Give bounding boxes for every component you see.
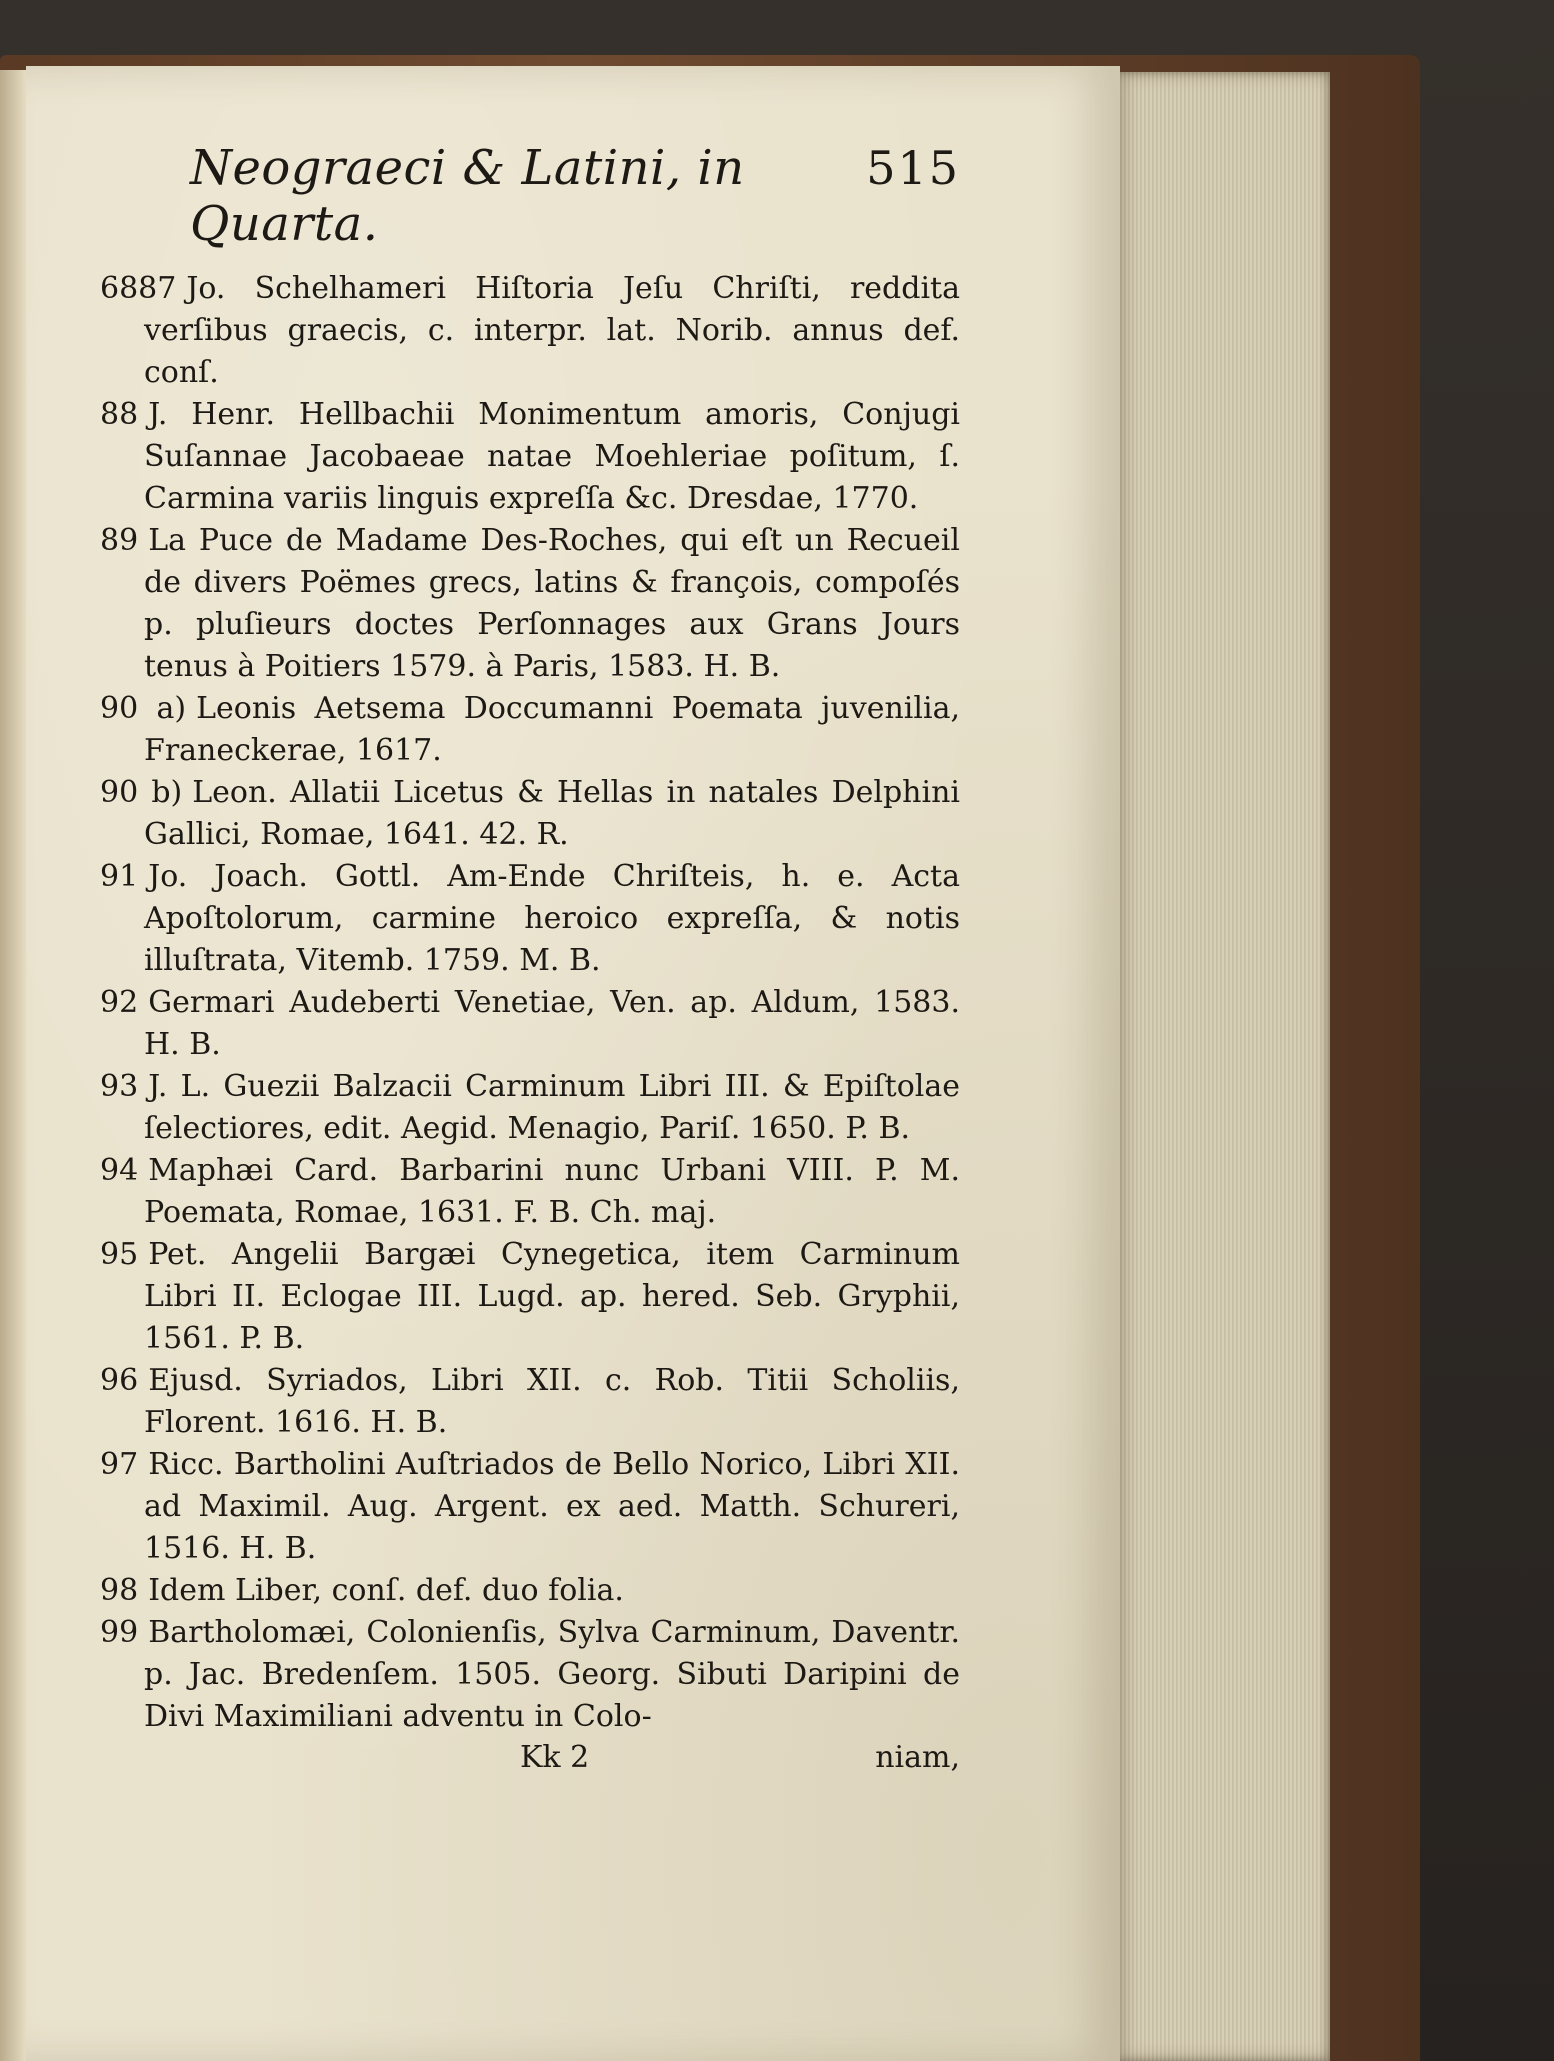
catalog-entry (100, 1234, 960, 1360)
entry-number: 91 (100, 859, 139, 894)
entry-text: Pet. Angelii Bargæi Cynegetica, item Carminum Libri II. Eclogae III. Lugd. ap. hered. Seb. Gryphii, 1561. P. B. (144, 1237, 960, 1356)
page-number: 515 (866, 141, 960, 195)
running-head-title: Neograeci & Latini, in Quarta. (190, 140, 745, 252)
entry-number: 98 (100, 1573, 139, 1608)
entry-text: Idem Liber, conſ. def. duo folia. (148, 1573, 624, 1608)
catalog-entry (100, 856, 960, 982)
catalog-entry (100, 268, 960, 394)
catalog-entry (100, 1570, 960, 1612)
catalog-entry (100, 1066, 960, 1150)
entry-text: Germari Audeberti Venetiae, Ven. ap. Aldum, 1583. H. B. (144, 985, 960, 1062)
catalog-entry (100, 1444, 960, 1570)
entry-number: 90 a) (100, 691, 187, 726)
running-head (190, 140, 960, 252)
entry-text: Jo. Schelhameri Hiſtoria Jeſu Chriſti, reddita verſibus graecis, c. interpr. lat. Norib. annus def. conſ. (144, 271, 960, 390)
entry-number: 97 (100, 1447, 139, 1482)
catalog-entries (100, 268, 960, 1738)
entry-text: La Puce de Madame Des-Roches, qui eſt un Recueil de divers Poëmes grecs, latins & françois, compoſés p. pluſieurs doctes Perſonnages aux Grans Jours tenus à Poitiers 1579. à Paris, 1583. H. B. (144, 523, 960, 684)
entry-text: Leonis Aetsema Doccumanni Poemata juvenilia, Franeckerae, 1617. (144, 691, 960, 768)
entry-text: J. L. Guezii Balzacii Carminum Libri III. & Epiſtolae ſelectiores, edit. Aegid. Menagio, Pariſ. 1650. P. B. (144, 1069, 960, 1146)
entry-text: Ricc. Bartholini Auſtriados de Bello Norico, Libri XII. ad Maximil. Aug. Argent. ex aed. Matth. Schureri, 1516. H. B. (144, 1447, 960, 1566)
entry-text: J. Henr. Hellbachii Monimentum amoris, Conjugi Suſannae Jacobaeae natae Moehleriae poſitum, ſ. Carmina variis linguis expreſſa &c. Dresdae, 1770. (144, 397, 960, 516)
catalog-entry (100, 394, 960, 520)
entry-text: Leon. Allatii Licetus & Hellas in natales Delphini Gallici, Romae, 1641. 42. R. (144, 775, 961, 852)
catalog-entry (100, 1360, 960, 1444)
catchword: niam, (875, 1740, 960, 1775)
page-text (100, 140, 960, 1778)
catalog-entry (100, 772, 960, 856)
entry-text: Ejusd. Syriados, Libri XII. c. Rob. Titii Scholiis, Florent. 1616. H. B. (144, 1363, 960, 1440)
entry-number: 96 (100, 1363, 139, 1398)
entry-number: 88 (100, 397, 139, 432)
entry-text: Jo. Joach. Gottl. Am-Ende Chriſteis, h. e. Acta Apoſtolorum, carmine heroico expreſſa, & notis illuſtrata, Vitemb. 1759. M. B. (144, 859, 960, 978)
entry-number: 6887 (100, 271, 177, 306)
page-stack-edge (1110, 72, 1330, 2061)
entry-number: 89 (100, 523, 139, 558)
catalog-entry (100, 520, 960, 688)
catalog-entry (100, 982, 960, 1066)
left-page-edge (0, 70, 26, 2061)
entry-number: 92 (100, 985, 139, 1020)
catalog-entry (100, 1612, 960, 1738)
entry-number: 90 b) (100, 775, 183, 810)
entry-text: Maphæi Card. Barbarini nunc Urbani VIII. P. M. Poemata, Romae, 1631. F. B. Ch. maj. (144, 1153, 960, 1230)
entry-text: Bartholomæi, Colonienſis, Sylva Carminum, Daventr. p. Jac. Bredenſem. 1505. Georg. Sibuti Daripini de Divi Maximiliani adventu in Colo- (144, 1615, 960, 1734)
entry-number: 95 (100, 1237, 139, 1272)
entry-number: 99 (100, 1615, 139, 1650)
catalog-entry (100, 688, 960, 772)
page-footer (100, 1738, 960, 1778)
signature-mark: Kk 2 (520, 1740, 590, 1775)
entry-number: 93 (100, 1069, 139, 1104)
entry-number: 94 (100, 1153, 139, 1188)
catalog-entry (100, 1150, 960, 1234)
